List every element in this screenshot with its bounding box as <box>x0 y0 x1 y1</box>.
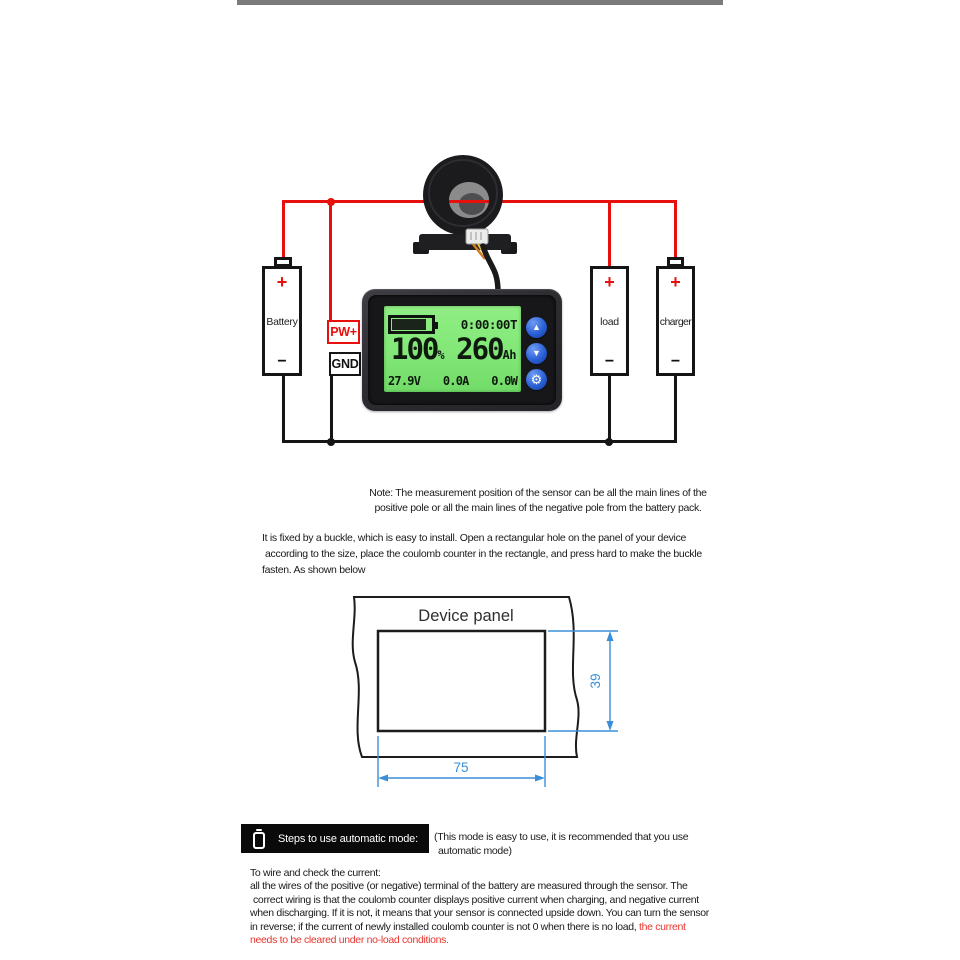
capacity-unit: Ah <box>502 348 516 362</box>
wire-gnd-branch <box>330 374 333 443</box>
screen-bottom-row <box>388 374 517 388</box>
panel-title: Device panel <box>418 607 514 625</box>
sensor-note <box>362 486 714 516</box>
up-arrow-icon: ▲ <box>532 322 541 332</box>
soc-readout <box>391 334 444 364</box>
load-minus: − <box>604 353 615 370</box>
battery-gauge-fill <box>392 319 426 330</box>
soc-unit: % <box>437 348 445 362</box>
voltage-readout: 27.9V <box>388 374 421 388</box>
wiring-line2: all the wires of the positive (or negative) terminal of the battery are measured through the sensor. The <box>250 880 688 893</box>
load-plus: + <box>604 272 615 292</box>
note-line1: Note: The measurement position of the sensor can be all the main lines of the <box>369 487 707 499</box>
install-line3: fasten. As shown below <box>262 563 366 576</box>
arrow-up-icon <box>607 631 614 641</box>
wiring-line6-red: needs to be cleared under no-load conditions. <box>250 934 449 947</box>
battery-icon <box>252 829 265 849</box>
wiring-line1: To wire and check the current: <box>250 867 381 879</box>
steps-badge <box>241 824 429 853</box>
screen-main-row <box>391 334 516 364</box>
load-label: load <box>600 316 619 328</box>
gnd-label: GND <box>331 357 359 371</box>
wire-load-positive <box>608 200 611 268</box>
gnd-tag <box>329 352 361 376</box>
battery-plus: + <box>276 272 288 292</box>
panel-cutout-diagram <box>330 590 630 795</box>
wiring-line4: when discharging. If it is not, it means that your sensor is connected upside down. You can turn the sensor <box>250 907 709 920</box>
pw-plus-label: PW+ <box>330 325 357 339</box>
junction-dot-gnd <box>327 438 335 446</box>
soc-value: 100 <box>391 332 438 366</box>
sensor-cable <box>483 246 498 292</box>
install-line1: It is fixed by a buckle, which is easy to install. Open a rectangular hole on the panel of your device <box>262 532 687 544</box>
runtime-readout: 0:00:00T <box>460 316 517 332</box>
gear-icon: ⚙ <box>530 372 543 387</box>
top-divider-bar <box>237 0 723 5</box>
current-sensor-graphic <box>405 148 525 303</box>
meter-bezel <box>368 295 556 405</box>
arrow-left-icon <box>378 775 388 782</box>
wiring-line5 <box>250 921 722 934</box>
coulomb-meter <box>362 289 562 411</box>
battery-minus: − <box>277 353 287 370</box>
wiring-check-instructions <box>250 867 722 947</box>
note-line2: positive pole or all the main lines of the negative pole from the battery pack. <box>374 502 702 514</box>
arrow-right-icon <box>535 775 545 782</box>
sensor-connector <box>466 229 488 244</box>
charger-minus: − <box>670 353 681 370</box>
wiring-line5-black: in reverse; if the current of newly installed coulomb counter is not 0 when there is no load, <box>250 920 639 933</box>
steps-aside <box>434 831 734 858</box>
up-button <box>526 317 547 338</box>
wire-load-negative <box>608 375 611 443</box>
aside-line2: automatic mode) <box>438 844 512 857</box>
wire-charger-positive <box>674 200 677 260</box>
settings-button <box>526 369 547 390</box>
install-line2: according to the size, place the coulomb counter in the rectangle, and press hard to make the buckle <box>265 547 702 560</box>
height-dim-label: 39 <box>588 673 603 689</box>
battery-label: Battery <box>266 316 298 328</box>
width-dim-label: 75 <box>453 760 469 775</box>
current-readout: 0.0A <box>442 374 469 388</box>
down-arrow-icon: ▼ <box>532 348 541 358</box>
battery-icon-cap <box>256 829 262 832</box>
wire-negative-horizontal <box>283 440 676 443</box>
charger-label: charger <box>659 316 692 328</box>
wiring-line5-red: the current <box>638 920 686 933</box>
sensor-base <box>419 234 511 250</box>
steps-badge-label: Steps to use automatic mode: <box>278 832 418 845</box>
down-button <box>526 343 547 364</box>
meter-screen <box>384 306 521 392</box>
wire-pw-branch <box>329 200 332 321</box>
junction-dot-positive <box>327 198 335 206</box>
aside-line1: (This mode is easy to use, it is recommended that you use <box>434 831 689 843</box>
battery-gauge-icon <box>388 315 435 334</box>
arrow-down-icon <box>607 721 614 731</box>
battery-box <box>262 266 302 376</box>
cutout-rect <box>378 631 545 731</box>
power-readout: 0.0W <box>491 374 517 388</box>
sensor-hole-shadow <box>459 193 485 215</box>
wire-charger-negative <box>674 375 677 443</box>
battery-gauge-cap <box>434 322 438 329</box>
battery-icon-body <box>253 832 265 849</box>
junction-dot-load <box>605 438 613 446</box>
install-instructions <box>262 531 718 578</box>
wire-battery-positive <box>282 200 285 260</box>
charger-plus: + <box>670 272 681 292</box>
pw-plus-tag <box>327 320 360 344</box>
capacity-readout <box>456 334 516 364</box>
wire-battery-negative <box>282 375 285 443</box>
charger-box <box>656 266 695 376</box>
capacity-value: 260 <box>456 332 503 366</box>
load-box <box>590 266 629 376</box>
wiring-line3: correct wiring is that the coulomb counter displays positive current when charging, and negative current <box>253 893 699 906</box>
